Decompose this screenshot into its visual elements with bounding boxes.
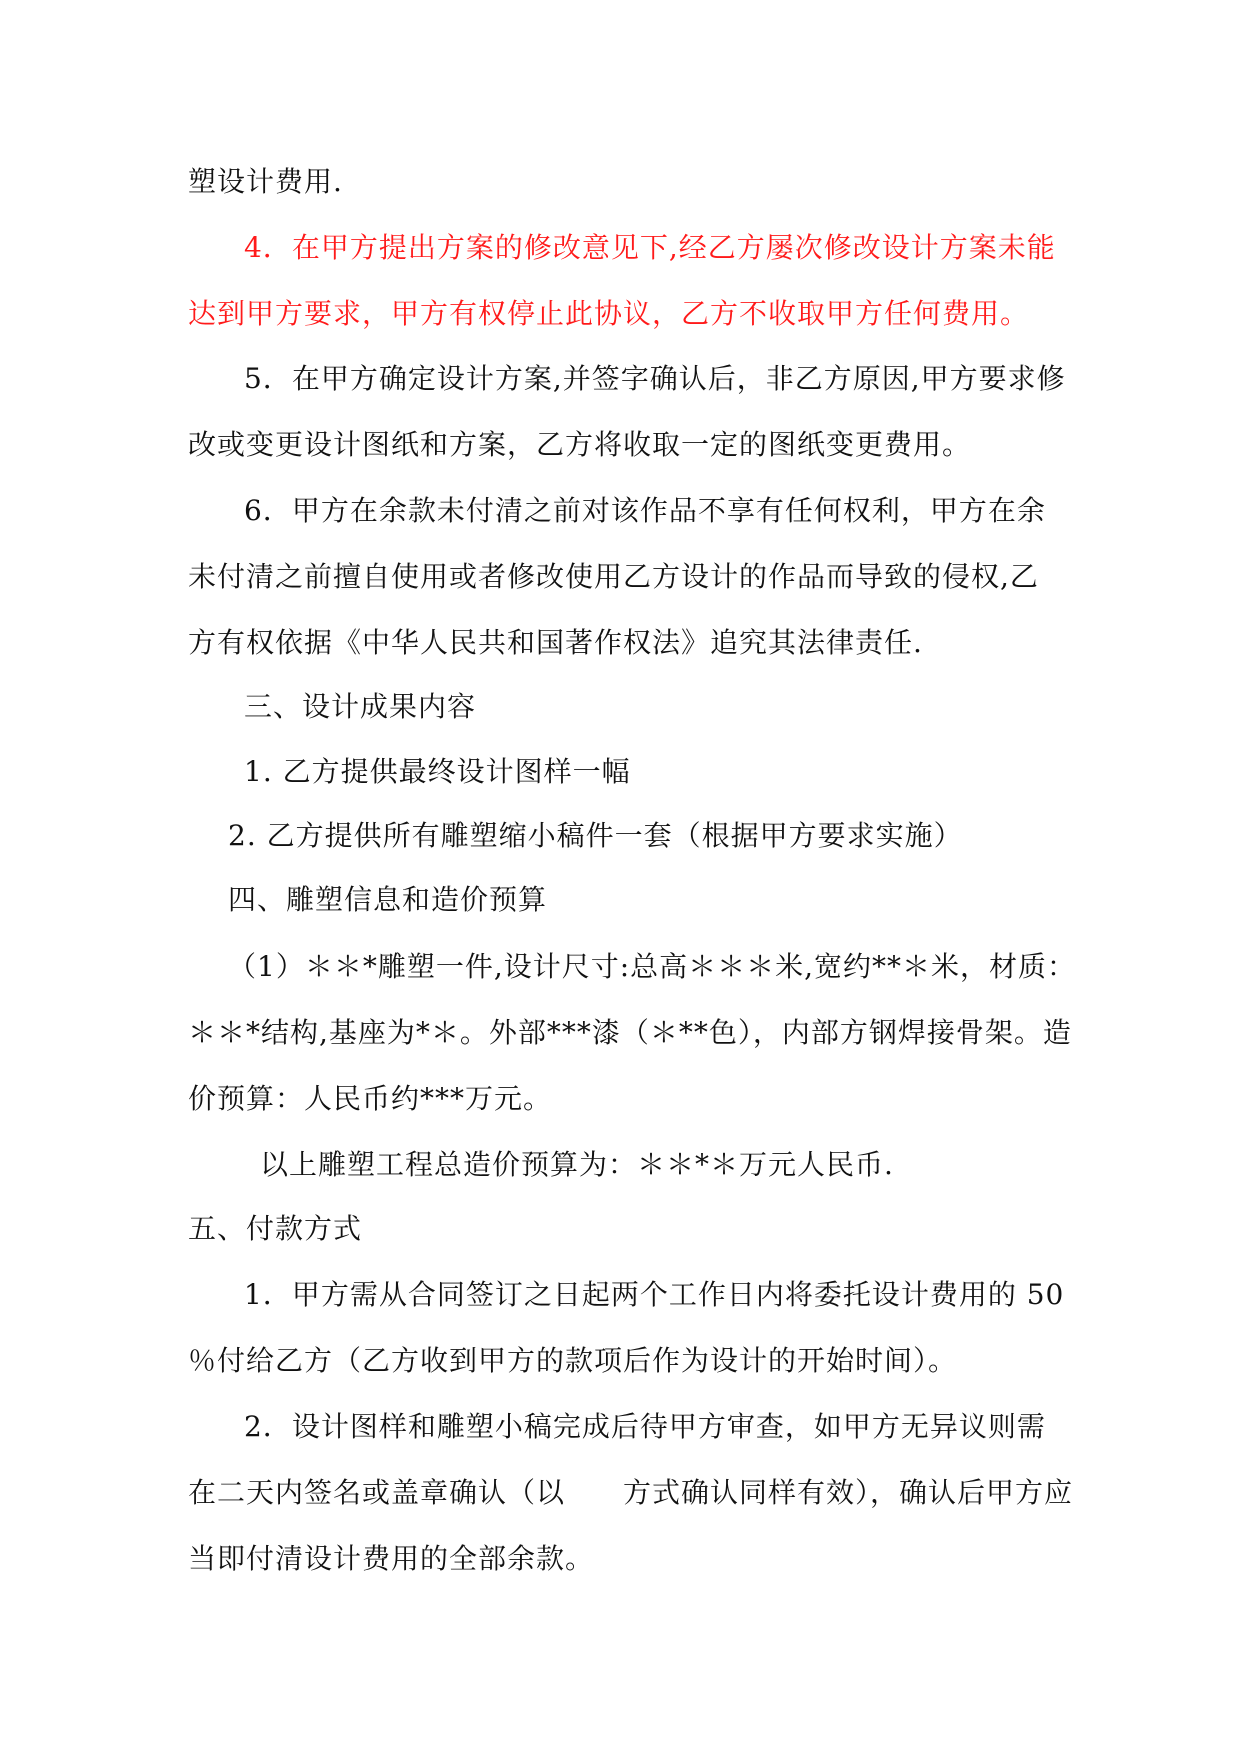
text-line: 6．甲方在余款未付清之前对该作品不享有任何权利，甲方在余 [244, 494, 1046, 527]
section-heading: 四、雕塑信息和造价预算 [228, 883, 548, 916]
text-line-highlighted: 4．在甲方提出方案的修改意见下,经乙方屡次修改设计方案未能 [244, 231, 1056, 264]
text-line: 当即付清设计费用的全部余款。 [188, 1542, 595, 1575]
section-heading: 五、付款方式 [188, 1212, 363, 1245]
text-line: （1）＊＊*雕塑一件,设计尺寸:总高＊＊＊米,宽约**＊米，材质： [228, 950, 1077, 983]
text-line: 5．在甲方确定设计方案,并签字确认后，非乙方原因,甲方要求修 [244, 362, 1066, 395]
text-line: 改或变更设计图纸和方案，乙方将收取一定的图纸变更费用。 [188, 428, 972, 461]
text-line: 以上雕塑工程总造价预算为：＊＊*＊万元人民币. [260, 1148, 894, 1181]
list-item: 2. 乙方提供所有雕塑缩小稿件一套（根据甲方要求实施） [228, 819, 963, 852]
text-line: 2．设计图样和雕塑小稿完成后待甲方审查，如甲方无异议则需 [244, 1410, 1046, 1443]
text-line: ＊＊*结构,基座为*＊。外部***漆（＊**色），内部方钢焊接骨架。造 [188, 1016, 1072, 1049]
text-line: 方有权依据《中华人民共和国著作权法》追究其法律责任. [188, 626, 923, 659]
text-line: 塑设计费用. [188, 165, 343, 198]
text-line: 未付清之前擅自使用或者修改使用乙方设计的作品而导致的侵权,乙 [188, 560, 1039, 593]
text-line: 价预算：人民币约***万元。 [188, 1082, 553, 1115]
text-line: 在二天内签名或盖章确认（以 方式确认同样有效），确认后甲方应 [188, 1476, 1074, 1509]
text-line: ％付给乙方（乙方收到甲方的款项后作为设计的开始时间）。 [188, 1344, 958, 1377]
text-line-highlighted: 达到甲方要求，甲方有权停止此协议，乙方不收取甲方任何费用。 [188, 297, 1030, 330]
section-heading: 三、设计成果内容 [244, 690, 477, 723]
list-item: 1. 乙方提供最终设计图样一幅 [244, 755, 631, 788]
text-line: 1．甲方需从合同签订之日起两个工作日内将委托设计费用的 50 [244, 1278, 1065, 1311]
